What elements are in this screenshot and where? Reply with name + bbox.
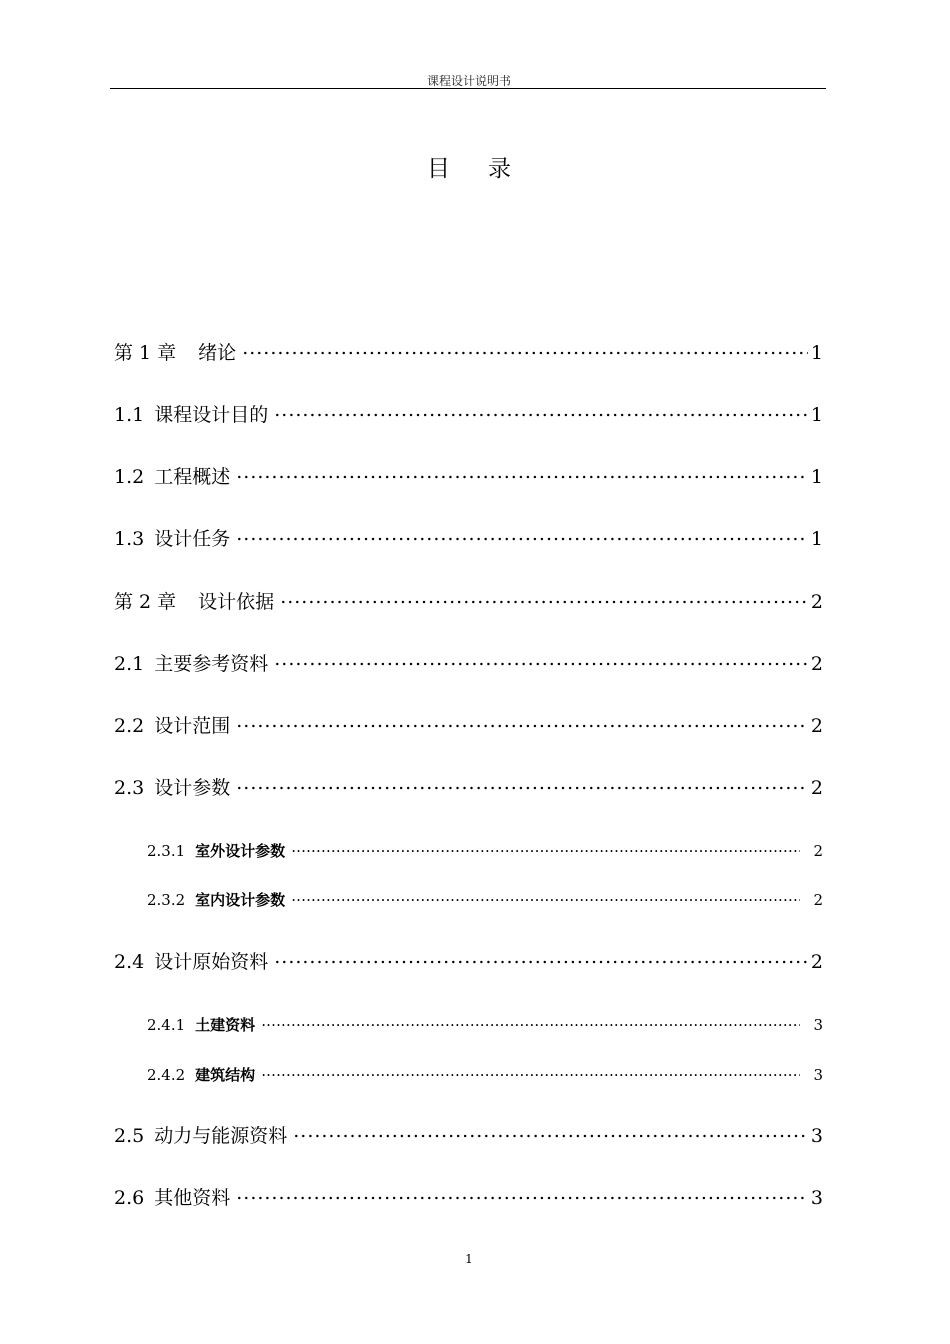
toc-entry-page: 3 <box>810 1187 823 1209</box>
toc-entry-page: 1 <box>810 404 823 426</box>
toc-entry-number: 2.4 <box>114 951 145 973</box>
toc-entry-number: 2.6 <box>114 1187 145 1209</box>
toc-entry-number: 2.1 <box>114 653 145 675</box>
toc-entry[interactable] <box>114 711 823 738</box>
toc-entry-number: 1.2 <box>114 466 145 488</box>
toc-entry-page: 2 <box>810 653 823 675</box>
toc-entry[interactable] <box>114 524 823 551</box>
toc-entry-number: 2.5 <box>114 1125 145 1147</box>
toc-entry-dot-leader <box>274 402 808 421</box>
toc-entry[interactable] <box>114 587 823 614</box>
toc-entry[interactable] <box>114 1121 823 1148</box>
toc-entry-page: 3 <box>813 1016 823 1034</box>
toc-entry-dot-leader <box>291 841 800 856</box>
toc-entry-page: 1 <box>810 342 823 364</box>
toc-entry-page: 3 <box>813 1066 823 1084</box>
toc-entry-dot-leader <box>261 1065 800 1080</box>
toc-entry-label: 设计参数 <box>154 777 231 799</box>
toc-entry-label: 绪论 <box>198 342 237 364</box>
toc-entry[interactable] <box>114 947 823 974</box>
toc-entry[interactable] <box>114 462 823 489</box>
toc-entry-number: 2.3.1 <box>147 842 186 860</box>
page-number: 1 <box>465 1252 473 1266</box>
toc-entry-label: 主要参考资料 <box>154 653 269 675</box>
toc-entry-label: 室外设计参数 <box>195 842 286 860</box>
toc-entry-page: 1 <box>810 466 823 488</box>
toc-entry-number: 1.1 <box>114 404 145 426</box>
toc-entry[interactable] <box>114 773 823 800</box>
toc-entry[interactable] <box>114 400 823 427</box>
toc-entry-number: 2.2 <box>114 715 145 737</box>
toc-entry-number: 2.4.1 <box>147 1016 186 1034</box>
toc-entry-label: 其他资料 <box>154 1187 231 1209</box>
toc-entry-label: 土建资料 <box>195 1016 256 1034</box>
toc-entry-dot-leader <box>274 651 808 670</box>
toc-entry-page: 1 <box>810 528 823 550</box>
toc-entry[interactable] <box>147 1014 823 1035</box>
toc-entry-dot-leader <box>293 1123 808 1142</box>
toc-entry-page: 3 <box>810 1125 823 1147</box>
running-header: 课程设计说明书 <box>426 74 511 88</box>
toc-entry-dot-leader <box>236 464 808 483</box>
toc-entry-page: 2 <box>810 951 823 973</box>
toc-entry-number: 2.3.2 <box>147 891 186 909</box>
toc-entry-label: 建筑结构 <box>195 1066 256 1084</box>
toc-entry-dot-leader <box>291 890 800 905</box>
toc-entry[interactable] <box>114 1183 823 1210</box>
toc-entry[interactable] <box>114 338 823 365</box>
toc-entry-dot-leader <box>236 775 808 794</box>
toc-entry-dot-leader <box>242 340 808 359</box>
toc-entry-label: 动力与能源资料 <box>154 1125 288 1147</box>
toc-entry-dot-leader <box>280 589 808 608</box>
toc-entry-page: 2 <box>813 842 823 860</box>
toc-entry[interactable] <box>114 649 823 676</box>
toc-entry-page: 2 <box>810 591 823 613</box>
toc-entry-label: 课程设计目的 <box>154 404 269 426</box>
toc-entry-dot-leader <box>236 1185 808 1204</box>
toc-entry-label: 室内设计参数 <box>195 891 286 909</box>
toc-entry-number: 第 2 章 <box>114 591 177 613</box>
toc-entry-dot-leader <box>261 1015 800 1030</box>
toc-entry[interactable] <box>147 840 823 861</box>
toc-entry-dot-leader <box>236 713 808 732</box>
toc-entry-number: 2.4.2 <box>147 1066 186 1084</box>
toc-title: 目录 <box>427 156 549 182</box>
toc-entry[interactable] <box>147 1064 823 1085</box>
toc-entry-page: 2 <box>810 777 823 799</box>
toc-entry-number: 1.3 <box>114 528 145 550</box>
toc-entry-label: 设计依据 <box>198 591 275 613</box>
toc-entry-label: 工程概述 <box>154 466 231 488</box>
toc-entry-label: 设计任务 <box>154 528 231 550</box>
toc-entry-page: 2 <box>810 715 823 737</box>
toc-entry-label: 设计范围 <box>154 715 231 737</box>
toc-entry-number: 第 1 章 <box>114 342 177 364</box>
toc-entry-number: 2.3 <box>114 777 145 799</box>
toc-entry-page: 2 <box>813 891 823 909</box>
toc-entry-dot-leader <box>274 949 808 968</box>
toc-entry-dot-leader <box>236 526 808 545</box>
toc-entry-label: 设计原始资料 <box>154 951 269 973</box>
toc-entry[interactable] <box>147 889 823 910</box>
